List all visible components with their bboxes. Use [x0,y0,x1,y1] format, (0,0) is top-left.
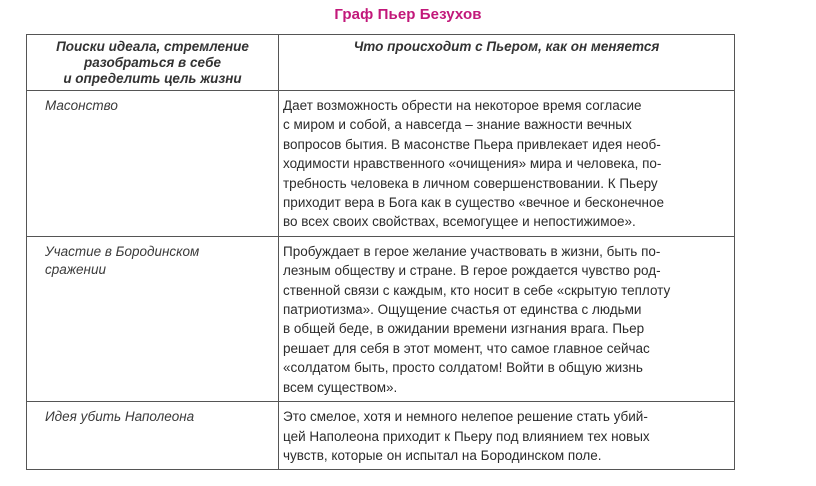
text-line: патриотизма». Ощущение счастья от единства с людьми [283,302,642,318]
page-title: Граф Пьер Безухов [334,6,482,23]
text-line: требность человека в личном совершенствовании. К Пьеру [283,175,658,191]
table-row [27,91,735,237]
topic-line: Идея убить Наполеона [45,409,195,425]
header-what-happens [279,35,735,91]
table-header-row [27,35,735,91]
row-text-napoleon [279,402,735,470]
text-line: цей Наполеона приходит к Пьеру под влиянием тех новых [283,428,650,444]
text-line: Дает возможность обрести на некоторое время согласие [283,98,642,113]
header-col1-line: и определить цель жизни [63,71,242,86]
topic-line: Масонство [45,98,118,113]
text-line: лезным обществу и стране. В герое рождается чувство род- [283,263,661,279]
text-line: Пробуждает в герое желание участвовать в жизни, быть по- [283,243,661,259]
topic-line: Участие в Бородинском [45,243,200,259]
row-topic-masonry [27,91,279,237]
text-line: Это смелое, хотя и немного нелепое решение стать убий- [283,409,648,425]
topic-line: сражении [45,261,107,277]
text-line: ходимости нравственного «очищения» мира и человека, по- [283,156,662,172]
text-line: всем существом». [283,379,398,395]
row-text-borodino [279,236,735,401]
text-line: «солдатом быть, просто солдатом! Войти в общую жизнь [283,360,643,376]
header-search-ideal [27,35,279,91]
pierre-table [26,34,735,470]
text-line: ственной связи с каждым, кто носит в себе «скрытую теплоту [283,282,671,298]
header-col1-line: Поиски идеала, стремление [56,39,249,54]
text-line: во всех своих свойствах, всемогущее и непостижимое». [283,214,636,230]
text-line: в общей беде, в ожидании времени изгнания врага. Пьер [283,321,645,337]
text-line: с миром и собой, а навсегда – знание важности вечных [283,117,632,133]
text-line: вопросов бытия. В масонстве Пьера привлекает идея необ- [283,136,661,152]
text-line: чувств, которые он испытал на Бородинском поле. [283,447,602,463]
row-text-masonry [279,91,735,237]
text-line: решает для себя в этот момент, что самое главное сейчас [283,340,650,356]
header-col2-text: Что происходит с Пьером, как он меняется [353,39,660,54]
row-topic-napoleon [27,402,279,470]
header-col1-line: разобраться в себе [83,55,221,70]
table-row [27,402,735,470]
table-row [27,236,735,401]
text-line: приходит вера в Бога как в существо «вечное и бесконечное [283,195,665,211]
row-topic-borodino [27,236,279,401]
